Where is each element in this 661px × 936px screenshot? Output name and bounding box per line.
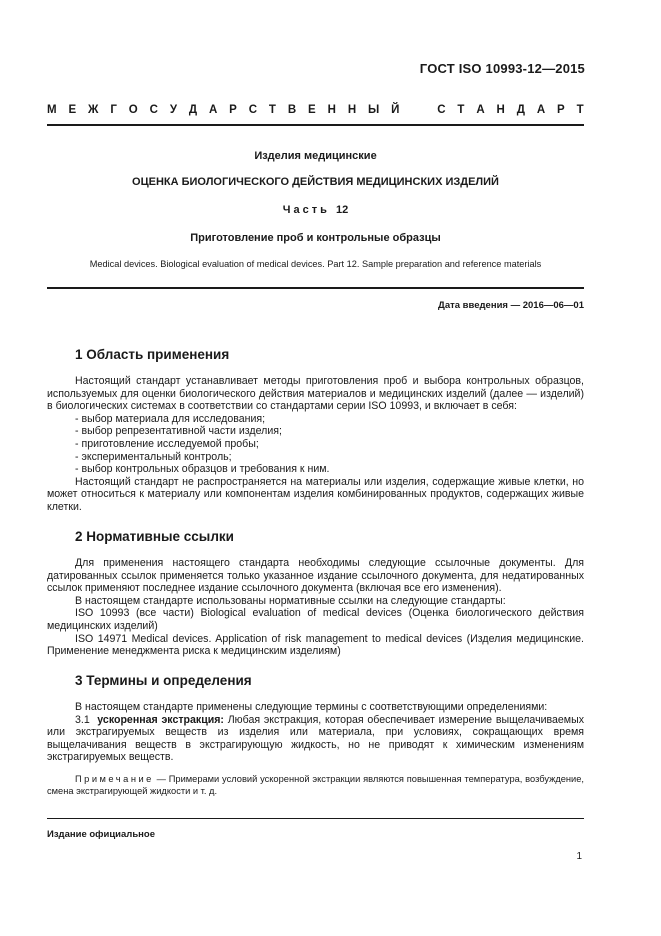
section-1-heading: 1 Область применения [75, 347, 230, 362]
section-2-heading: 2 Нормативные ссылки [75, 529, 234, 544]
list-item: - выбор материала для исследования; [75, 412, 266, 425]
title-english: Medical devices. Biological evaluation of medical devices. Part 12. Sample preparation and reference materials [89, 259, 542, 269]
banner-letter: Д [516, 104, 525, 116]
banner-letter: В [287, 104, 297, 116]
section-1-body [47, 375, 584, 514]
paragraph: Для применения настоящего стандарта необходимы следующие ссылочные документы. Для датированных ссылок применяется только указанное издание ссылочного документа, для недатированных ссылок применяют последнее издание ссылочного документа (включая все его изменения). [47, 557, 584, 595]
paragraph: В настоящем стандарте использованы нормативные ссылки на следующие стандарты: [75, 594, 506, 607]
title-part [47, 204, 584, 216]
term-name: ускоренная экстракция: [97, 713, 224, 726]
banner-letter: Р [557, 104, 565, 116]
part-word: Часть [282, 204, 330, 216]
banner-letter: О [128, 104, 138, 116]
banner-letter: Т [576, 104, 584, 116]
title-rule [47, 287, 584, 289]
banner-letter: Ж [88, 104, 99, 116]
header-rule [47, 124, 584, 126]
title-line-1: Изделия медицинские [254, 150, 377, 162]
reference-iso-14971: ISO 14971 Medical devices. Application of risk management to medical devices (Изделия медицинские. Применение менеджмента риска к медицинским изделиям) [47, 632, 584, 658]
banner-letter: Н [496, 104, 505, 116]
banner-letter: У [169, 104, 177, 116]
title-main: ОЦЕНКА БИОЛОГИЧЕСКОГО ДЕЙСТВИЯ МЕДИЦИНСКИХ ИЗДЕЛИЙ [132, 176, 499, 188]
banner-letter: С [437, 104, 446, 116]
banner-letter: Т [457, 104, 465, 116]
introduction-date: Дата введения — 2016—06—01 [438, 300, 584, 311]
banner-letter: Ы [368, 104, 380, 116]
page-number: 1 [576, 851, 582, 862]
footer-rule [47, 818, 584, 819]
paragraph: Настоящий стандарт не распространяется на материалы или изделия, содержащие живые клетки, но может относиться к материалу или компонентам изделия комбинированных продуктов, содержащих живые клетки. [47, 475, 584, 513]
banner-letter: Е [308, 104, 316, 116]
banner-letter: Е [68, 104, 77, 116]
banner-letter: А [208, 104, 218, 116]
banner-letter: А [476, 104, 485, 116]
banner-letter: С [149, 104, 158, 116]
paragraph: Настоящий стандарт устанавливает методы приготовления проб и выбора контрольных образцов, используемых для оценки биологического действия материалов и медицинских изделий (далее — изделий) в биологических системах в соответствии со стандартами серии ISO 10993, и включает в себя: [47, 375, 584, 413]
list-item: - приготовление исследуемой пробы; [75, 437, 259, 450]
term-text: Любая экстракция, которая обеспечивает измерение выщелачиваемых или экстрагируемых веществ из изделия или материала, при условиях, сокращающих время выщелачивания веществ в экстрагирующую жидкость, но не приводят к химическим изменениям экстрагируемых веществ. [47, 713, 584, 764]
section-2-body [47, 557, 584, 658]
standard-id: ГОСТ ISO 10993-12—2015 [419, 61, 585, 76]
section-3-heading: 3 Термины и определения [75, 673, 252, 688]
list-item: - выбор контрольных образцов и требования к ним. [75, 463, 330, 476]
list-item: - выбор репрезентативной части изделия; [75, 425, 282, 438]
banner-letter: А [536, 104, 546, 116]
term-definition [47, 714, 584, 764]
title-subtitle: Приготовление проб и контрольные образцы [190, 232, 441, 244]
banner-letter: Н [347, 104, 357, 116]
paragraph: В настоящем стандарте применены следующие термины с соответствующими определениями: [75, 701, 548, 713]
note-text: — Примерами условий ускоренной экстракции являются повышенная температура, возбуждение, смена экстрагирующей жидкости и т. д. [47, 774, 584, 796]
note [47, 773, 584, 797]
section-3-body [47, 701, 584, 764]
banner-letter: Р [229, 104, 237, 116]
official-edition-label: Издание официальное [47, 829, 155, 840]
banner-letter: М [47, 104, 57, 116]
list-item: - экспериментальный контроль; [75, 450, 232, 463]
banner-letter: Н [327, 104, 336, 116]
interstate-standard-banner [47, 104, 584, 116]
part-number: 12 [336, 204, 349, 216]
banner-letter: Й [391, 104, 400, 116]
banner-letter: С [248, 104, 258, 116]
term-number: 3.1 [75, 713, 90, 726]
banner-letter: Т [268, 104, 276, 116]
note-label: Примечание [75, 774, 154, 784]
banner-letter: Д [188, 104, 198, 116]
reference-iso-10993: ISO 10993 (все части) Biological evaluation of medical devices (Оценка биологического действия медицинских изделий) [47, 607, 584, 632]
banner-letter: Г [110, 104, 117, 116]
